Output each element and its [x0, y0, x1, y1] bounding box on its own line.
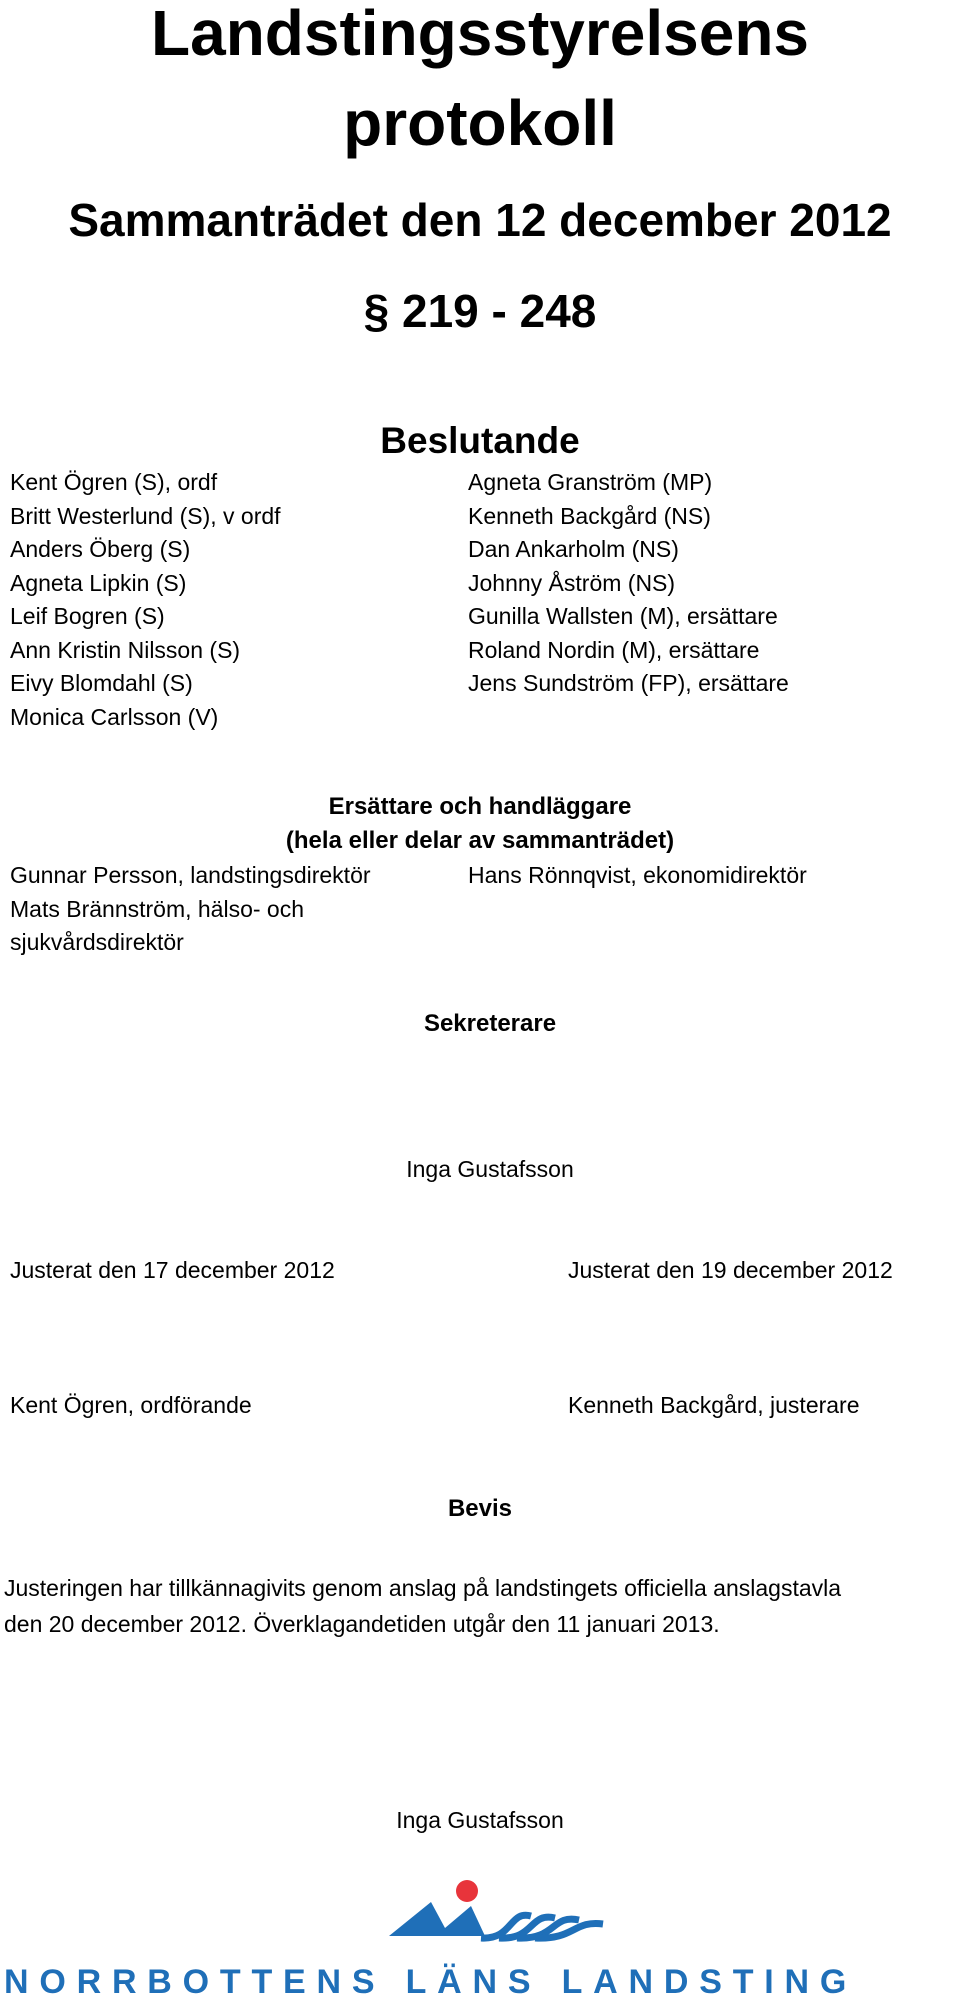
member-name: Britt Westerlund (S), v ordf — [10, 502, 281, 529]
justerat-left-date: Justerat den 17 december 2012 — [10, 1257, 335, 1283]
member-name: Monica Carlsson (V) — [10, 703, 219, 730]
member-name: Agneta Granström (MP) — [468, 469, 713, 495]
member-name: Anders Öberg (S) — [10, 536, 191, 562]
officer-name: Gunnar Persson, landstingsdirektör — [10, 862, 371, 888]
member-name: Jens Sundström (FP), ersättare — [468, 670, 789, 696]
ersattare-heading-line-2: (hela eller delar av sammanträdet) — [285, 827, 675, 854]
officer-name: sjukvårdsdirektör — [10, 929, 184, 955]
ersattare-right-column — [468, 859, 807, 893]
ersattare-heading-line-1: Ersättare och handläggare — [328, 793, 632, 820]
member-name: Dan Ankarholm (NS) — [468, 536, 679, 562]
member-name: Eivy Blomdahl (S) — [10, 670, 193, 696]
bevis-heading: Bevis — [447, 1495, 513, 1522]
ersattare-left-column — [10, 859, 371, 960]
document-title — [0, 0, 960, 168]
title-line-2: protokoll — [343, 87, 617, 159]
landsting-wordmark: NORRBOTTENS LÄNS LANDSTING — [4, 1963, 858, 2001]
landsting-logo-mark — [385, 1872, 615, 1952]
beslutande-left-column — [10, 466, 281, 734]
member-name: Ann Kristin Nilsson (S) — [10, 636, 241, 663]
justerat-right-date: Justerat den 19 december 2012 — [568, 1257, 893, 1283]
member-name: Kenneth Backgård (NS) — [468, 502, 711, 529]
member-name: Agneta Lipkin (S) — [10, 569, 187, 596]
title-line-1: Landstingsstyrelsens — [151, 0, 809, 69]
meeting-date: Sammanträdet den 12 december 2012 — [68, 194, 892, 246]
paragraph-range-line — [0, 284, 960, 338]
member-name: Leif Bogren (S) — [10, 603, 165, 629]
bevis-text — [4, 1570, 841, 1642]
member-name: Kent Ögren (S), ordf — [10, 469, 218, 495]
paragraph-symbol: § — [363, 285, 390, 337]
sekreterare-heading: Sekreterare — [423, 1010, 557, 1037]
beslutande-heading: Beslutande — [380, 420, 580, 461]
member-name: Roland Nordin (M), ersättare — [468, 636, 760, 663]
bevis-text-line-1: Justeringen har tillkännagivits genom anslag på landstingets officiella anslagstavla — [4, 1575, 842, 1601]
logo-mountain-icon — [389, 1902, 485, 1936]
bevis-signature: Inga Gustafsson — [396, 1807, 564, 1833]
beslutande-right-column — [468, 466, 789, 701]
officer-name: Hans Rönnqvist, ekonomidirektör — [468, 862, 807, 888]
sekreterare-name: Inga Gustafsson — [406, 1156, 574, 1182]
logo-red-dot-icon — [456, 1880, 478, 1902]
justerare-right-name: Kenneth Backgård, justerare — [568, 1392, 860, 1418]
member-name: Gunilla Wallsten (M), ersättare — [468, 603, 778, 629]
bevis-text-line-2: den 20 december 2012. Överklagandetiden utgår den 11 januari 2013. — [4, 1611, 720, 1637]
ersattare-heading — [0, 790, 960, 858]
justerare-left-name: Kent Ögren, ordförande — [10, 1392, 252, 1418]
paragraph-range: 219 - 248 — [401, 285, 597, 337]
member-name: Johnny Åström (NS) — [468, 569, 676, 596]
officer-name: Mats Brännström, hälso- och — [10, 895, 305, 922]
